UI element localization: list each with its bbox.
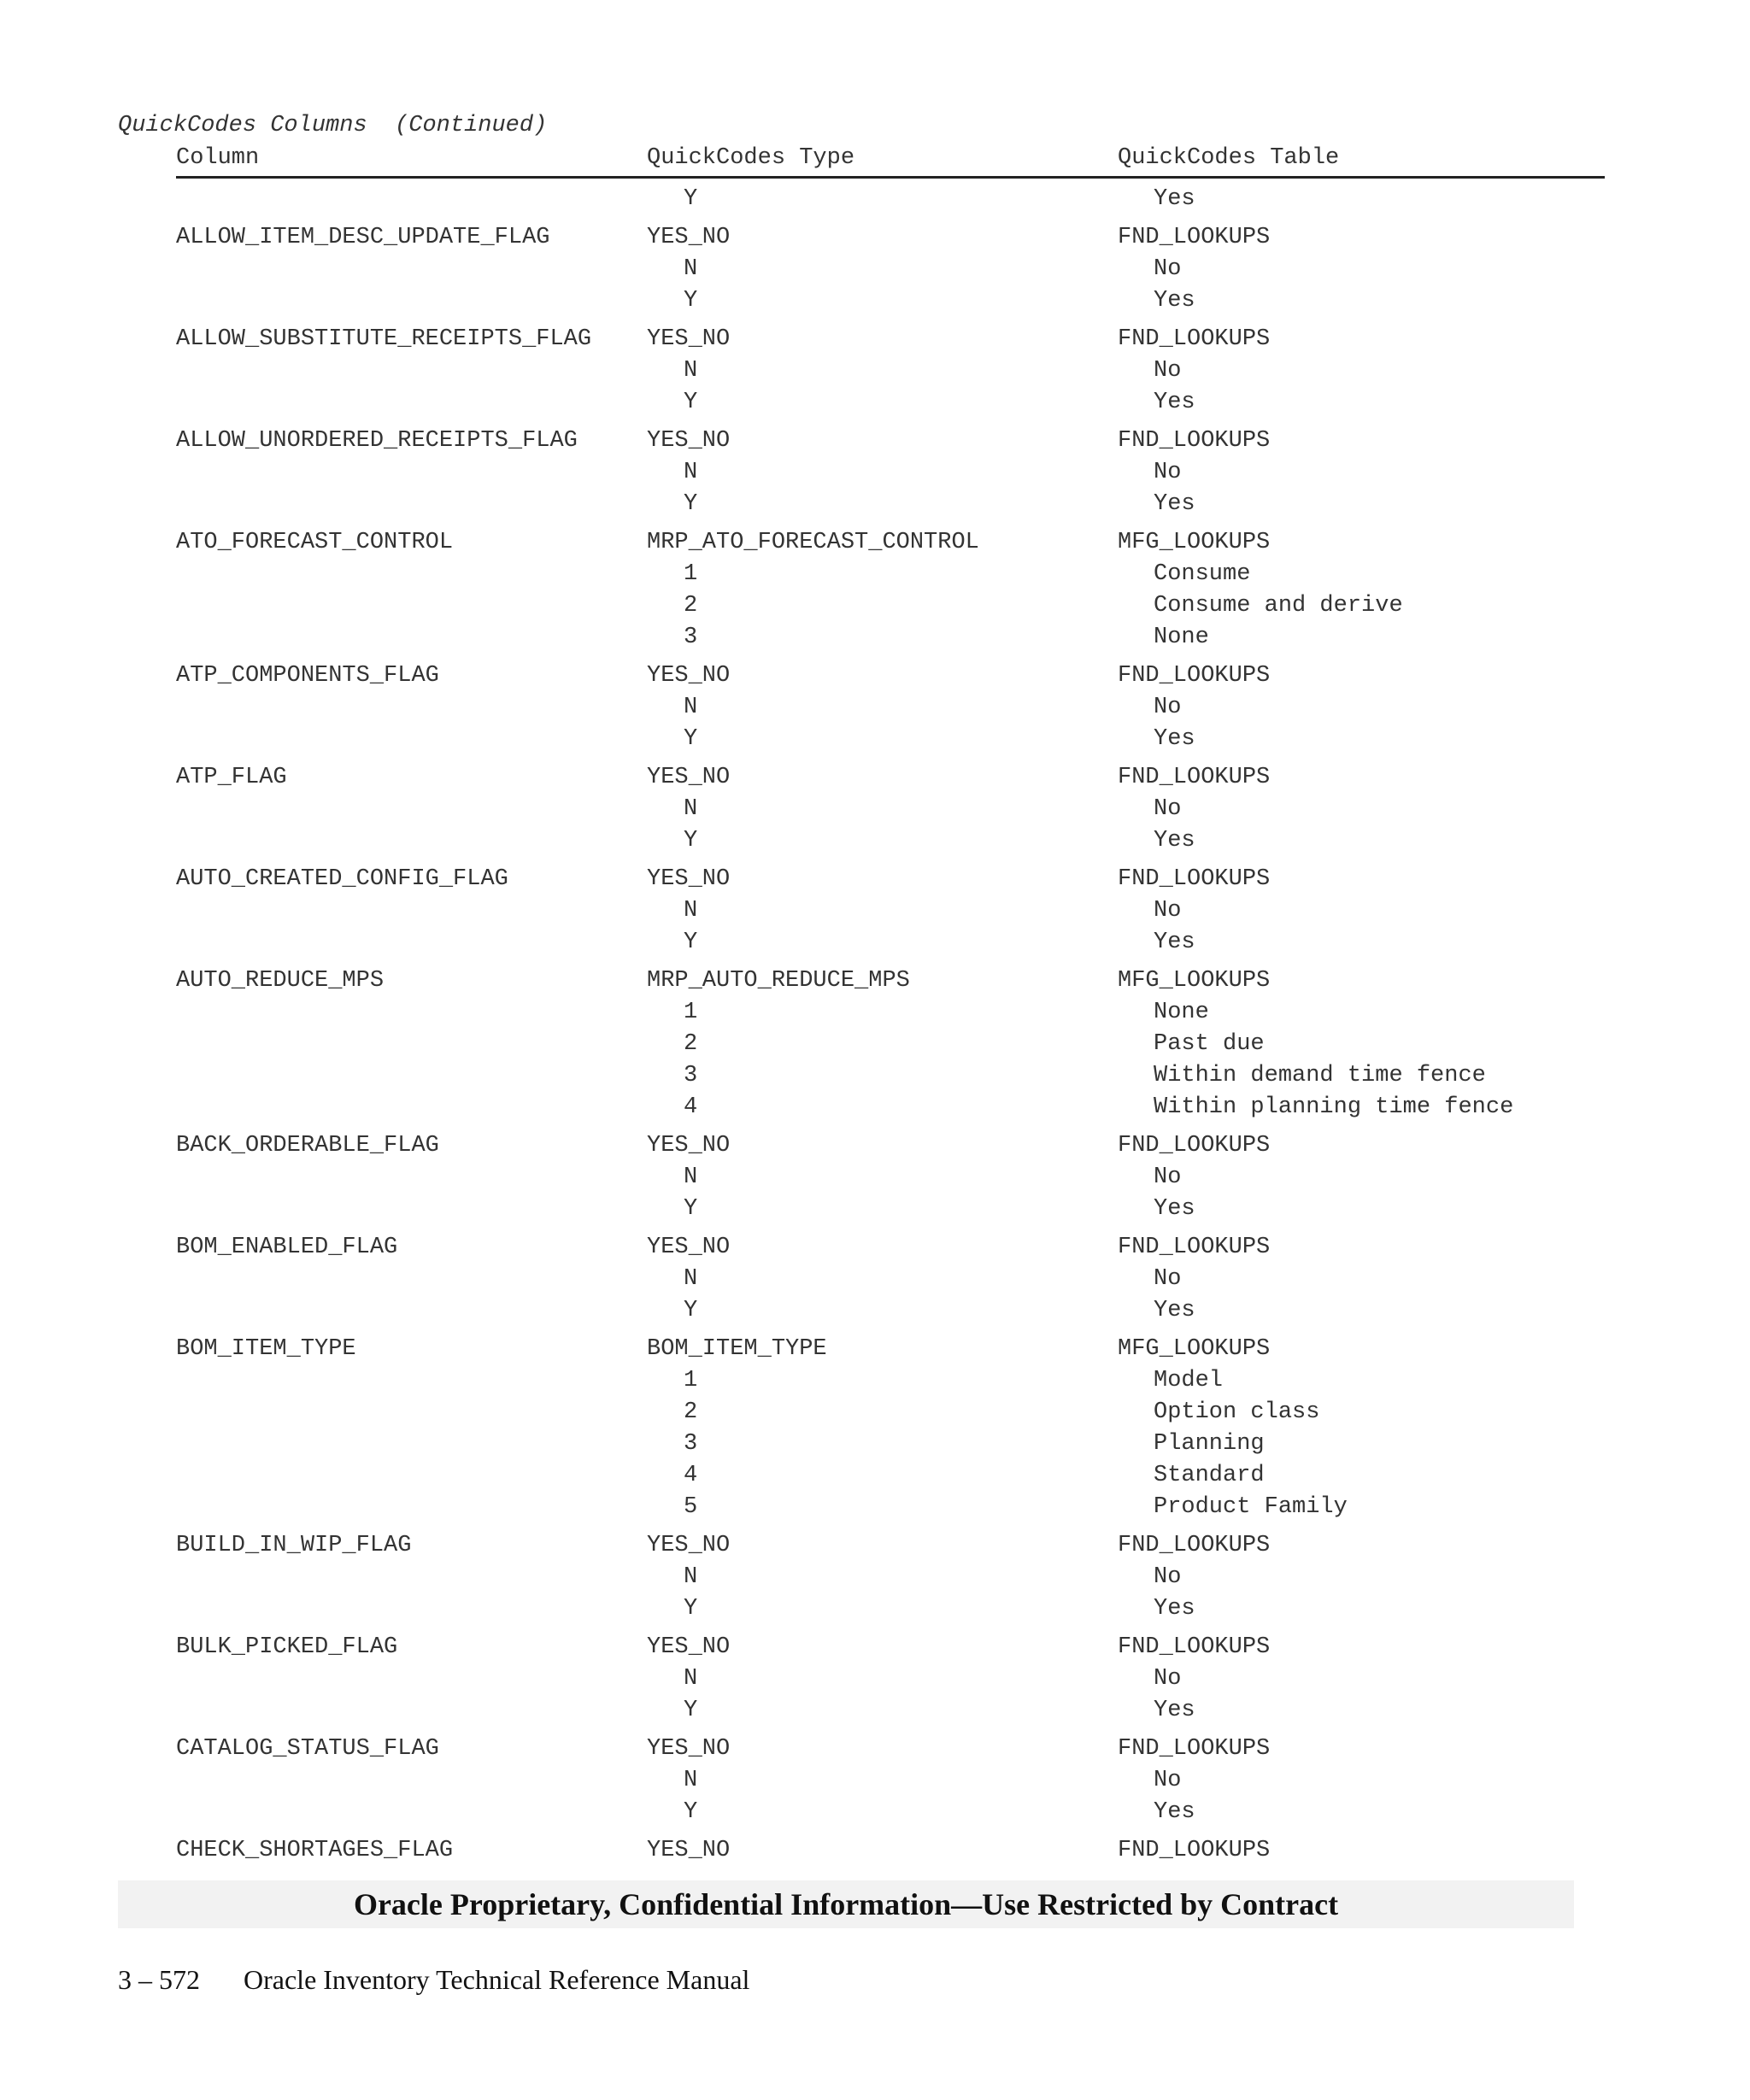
lookup-code: 3 <box>684 625 698 650</box>
lookup-value-row <box>0 1666 1750 1698</box>
lookup-meaning: Within planning time fence <box>1154 1094 1514 1120</box>
lookup-code: 3 <box>684 1431 698 1457</box>
lookup-meaning: Yes <box>1154 1698 1195 1723</box>
lookup-code: N <box>684 796 698 822</box>
quickcodes-type: YES_NO <box>647 866 731 892</box>
lookup-meaning: No <box>1154 796 1182 822</box>
lookup-value-row <box>0 1196 1750 1228</box>
lookup-meaning: Yes <box>1154 828 1195 853</box>
lookup-meaning: Yes <box>1154 186 1195 212</box>
quickcodes-type: YES_NO <box>647 1533 731 1558</box>
lookup-value-row <box>0 1431 1750 1463</box>
lookup-code: Y <box>684 1298 698 1323</box>
lookup-value-row <box>0 1596 1750 1628</box>
lookup-value-row <box>0 593 1750 625</box>
table-header <box>176 145 1605 179</box>
lookup-value-row <box>0 390 1750 421</box>
lookup-value-row <box>0 288 1750 320</box>
lookup-meaning: No <box>1154 898 1182 924</box>
lookup-meaning: Yes <box>1154 491 1195 517</box>
lookup-meaning: No <box>1154 695 1182 720</box>
manual-title: Oracle Inventory Technical Reference Manual <box>244 1964 750 1995</box>
column-name: ATP_COMPONENTS_FLAG <box>176 663 439 689</box>
lookup-meaning: Yes <box>1154 726 1195 752</box>
lookup-meaning: Yes <box>1154 930 1195 955</box>
quickcodes-type: MRP_AUTO_REDUCE_MPS <box>647 968 910 994</box>
lookup-value-row <box>0 491 1750 523</box>
lookup-meaning: No <box>1154 1164 1182 1190</box>
column-row <box>0 1133 1750 1164</box>
lookup-meaning: No <box>1154 358 1182 384</box>
lookup-code: Y <box>684 1196 698 1222</box>
column-name: BULK_PICKED_FLAG <box>176 1634 398 1660</box>
quickcodes-type: YES_NO <box>647 1736 731 1762</box>
lookup-meaning: Yes <box>1154 288 1195 314</box>
lookup-meaning: No <box>1154 256 1182 282</box>
lookup-value-row <box>0 796 1750 828</box>
lookup-code: Y <box>684 288 698 314</box>
quickcodes-type: YES_NO <box>647 1133 731 1159</box>
quickcodes-table: FND_LOOKUPS <box>1118 428 1271 454</box>
lookup-meaning: None <box>1154 1000 1209 1025</box>
confidential-banner <box>118 1880 1574 1928</box>
lookup-meaning: Yes <box>1154 390 1195 415</box>
column-row <box>0 1838 1750 1869</box>
lookup-meaning: Consume <box>1154 561 1251 587</box>
quickcodes-table: FND_LOOKUPS <box>1118 1634 1271 1660</box>
lookup-meaning: Model <box>1154 1368 1224 1393</box>
lookup-code: Y <box>684 930 698 955</box>
lookup-code: N <box>684 256 698 282</box>
lookup-code: Y <box>684 726 698 752</box>
quickcodes-type: MRP_ATO_FORECAST_CONTROL <box>647 530 979 555</box>
lookup-value-row <box>0 1399 1750 1431</box>
lookup-value-row <box>0 1164 1750 1196</box>
column-name: BUILD_IN_WIP_FLAG <box>176 1533 412 1558</box>
lookup-value-row <box>0 358 1750 390</box>
quickcodes-type: YES_NO <box>647 1235 731 1260</box>
quickcodes-table: FND_LOOKUPS <box>1118 1235 1271 1260</box>
lookup-value-row <box>0 1063 1750 1094</box>
lookup-meaning: No <box>1154 1666 1182 1692</box>
quickcodes-table: FND_LOOKUPS <box>1118 1533 1271 1558</box>
lookup-code: Y <box>684 1799 698 1825</box>
lookup-meaning: Yes <box>1154 1799 1195 1825</box>
confidential-notice: Oracle Proprietary, Confidential Information––Use Restricted by Contract <box>353 1887 1339 1921</box>
lookup-meaning: Option class <box>1154 1399 1320 1425</box>
column-name: CHECK_SHORTAGES_FLAG <box>176 1838 454 1863</box>
column-row <box>0 1533 1750 1564</box>
lookup-code: 1 <box>684 1368 698 1393</box>
column-name: CATALOG_STATUS_FLAG <box>176 1736 439 1762</box>
lookup-code: N <box>684 695 698 720</box>
lookup-code: Y <box>684 491 698 517</box>
lookup-code: Y <box>684 828 698 853</box>
quickcodes-type: YES_NO <box>647 663 731 689</box>
lookup-value-row <box>0 726 1750 758</box>
lookup-meaning: Past due <box>1154 1031 1265 1057</box>
column-row <box>0 663 1750 695</box>
column-row <box>0 225 1750 256</box>
quickcodes-table: FND_LOOKUPS <box>1118 1133 1271 1159</box>
lookup-code: N <box>684 1666 698 1692</box>
lookup-meaning: Yes <box>1154 1596 1195 1622</box>
column-name: BOM_ITEM_TYPE <box>176 1336 356 1362</box>
lookup-code: 5 <box>684 1494 698 1520</box>
column-name: ALLOW_SUBSTITUTE_RECEIPTS_FLAG <box>176 326 592 352</box>
column-name: ALLOW_UNORDERED_RECEIPTS_FLAG <box>176 428 578 454</box>
lookup-code: N <box>684 1768 698 1793</box>
lookup-meaning: Within demand time fence <box>1154 1063 1486 1088</box>
quickcodes-type: YES_NO <box>647 1838 731 1863</box>
lookup-code: 4 <box>684 1094 698 1120</box>
quickcodes-type: YES_NO <box>647 326 731 352</box>
lookup-code: Y <box>684 390 698 415</box>
lookup-code: 4 <box>684 1463 698 1488</box>
column-name: BACK_ORDERABLE_FLAG <box>176 1133 439 1159</box>
column-name: AUTO_REDUCE_MPS <box>176 968 385 994</box>
lookup-meaning: Yes <box>1154 1196 1195 1222</box>
column-row <box>0 968 1750 1000</box>
quickcodes-table: MFG_LOOKUPS <box>1118 968 1271 994</box>
header-quickcodes-type: QuickCodes Type <box>647 145 855 171</box>
column-row <box>0 428 1750 460</box>
quickcodes-table: FND_LOOKUPS <box>1118 663 1271 689</box>
lookup-meaning: Product Family <box>1154 1494 1348 1520</box>
quickcodes-type: YES_NO <box>647 765 731 790</box>
column-row <box>0 1235 1750 1266</box>
quickcodes-type: YES_NO <box>647 428 731 454</box>
section-title: QuickCodes Columns (Continued) <box>118 113 548 138</box>
column-name: ATP_FLAG <box>176 765 287 790</box>
lookup-value-row <box>0 930 1750 961</box>
lookup-code: 2 <box>684 1031 698 1057</box>
lookup-value-row <box>0 1494 1750 1526</box>
lookup-value-row <box>0 1094 1750 1126</box>
column-name: ALLOW_ITEM_DESC_UPDATE_FLAG <box>176 225 550 250</box>
quickcodes-table: FND_LOOKUPS <box>1118 1736 1271 1762</box>
column-name: AUTO_CREATED_CONFIG_FLAG <box>176 866 508 892</box>
lookup-meaning: Standard <box>1154 1463 1265 1488</box>
quickcodes-table: FND_LOOKUPS <box>1118 866 1271 892</box>
quickcodes-type: YES_NO <box>647 225 731 250</box>
lookup-value-row <box>0 561 1750 593</box>
column-row <box>0 1736 1750 1768</box>
lookup-value-row <box>0 1031 1750 1063</box>
column-row <box>0 1336 1750 1368</box>
lookup-value-row <box>0 1768 1750 1799</box>
lookup-value-row <box>0 186 1750 218</box>
quickcodes-table: MFG_LOOKUPS <box>1118 1336 1271 1362</box>
quickcodes-table: FND_LOOKUPS <box>1118 326 1271 352</box>
quickcodes-table: FND_LOOKUPS <box>1118 225 1271 250</box>
lookup-value-row <box>0 1368 1750 1399</box>
lookup-value-row <box>0 625 1750 656</box>
lookup-meaning: Planning <box>1154 1431 1265 1457</box>
lookup-code: 2 <box>684 1399 698 1425</box>
lookup-code: Y <box>684 186 698 212</box>
lookup-meaning: Consume and derive <box>1154 593 1403 619</box>
lookup-value-row <box>0 1266 1750 1298</box>
lookup-value-row <box>0 898 1750 930</box>
column-row <box>0 765 1750 796</box>
header-quickcodes-table: QuickCodes Table <box>1118 145 1340 171</box>
lookup-code: 3 <box>684 1063 698 1088</box>
page-number: 3 – 572 <box>118 1964 200 1995</box>
column-name: ATO_FORECAST_CONTROL <box>176 530 454 555</box>
lookup-code: N <box>684 460 698 485</box>
column-row <box>0 530 1750 561</box>
column-name: BOM_ENABLED_FLAG <box>176 1235 398 1260</box>
lookup-value-row <box>0 460 1750 491</box>
lookup-value-row <box>0 1564 1750 1596</box>
lookup-value-row <box>0 1298 1750 1329</box>
lookup-value-row <box>0 828 1750 859</box>
lookup-code: N <box>684 1266 698 1292</box>
lookup-code: 1 <box>684 1000 698 1025</box>
lookup-code: Y <box>684 1698 698 1723</box>
quickcodes-table: MFG_LOOKUPS <box>1118 530 1271 555</box>
lookup-code: N <box>684 1164 698 1190</box>
lookup-value-row <box>0 695 1750 726</box>
lookup-value-row <box>0 256 1750 288</box>
column-row <box>0 326 1750 358</box>
lookup-value-row <box>0 1463 1750 1494</box>
lookup-code: N <box>684 1564 698 1590</box>
lookup-code: 1 <box>684 561 698 587</box>
lookup-code: 2 <box>684 593 698 619</box>
lookup-meaning: No <box>1154 1768 1182 1793</box>
lookup-meaning: None <box>1154 625 1209 650</box>
column-row <box>0 866 1750 898</box>
lookup-code: N <box>684 358 698 384</box>
lookup-code: Y <box>684 1596 698 1622</box>
quickcodes-type: YES_NO <box>647 1634 731 1660</box>
lookup-value-row <box>0 1698 1750 1729</box>
lookup-meaning: Yes <box>1154 1298 1195 1323</box>
column-row <box>0 1634 1750 1666</box>
lookup-meaning: No <box>1154 1564 1182 1590</box>
quickcodes-type: BOM_ITEM_TYPE <box>647 1336 827 1362</box>
lookup-meaning: No <box>1154 460 1182 485</box>
quickcodes-table: FND_LOOKUPS <box>1118 1838 1271 1863</box>
header-column: Column <box>176 145 260 171</box>
quickcodes-table: FND_LOOKUPS <box>1118 765 1271 790</box>
lookup-value-row <box>0 1799 1750 1831</box>
lookup-value-row <box>0 1000 1750 1031</box>
lookup-code: N <box>684 898 698 924</box>
lookup-meaning: No <box>1154 1266 1182 1292</box>
